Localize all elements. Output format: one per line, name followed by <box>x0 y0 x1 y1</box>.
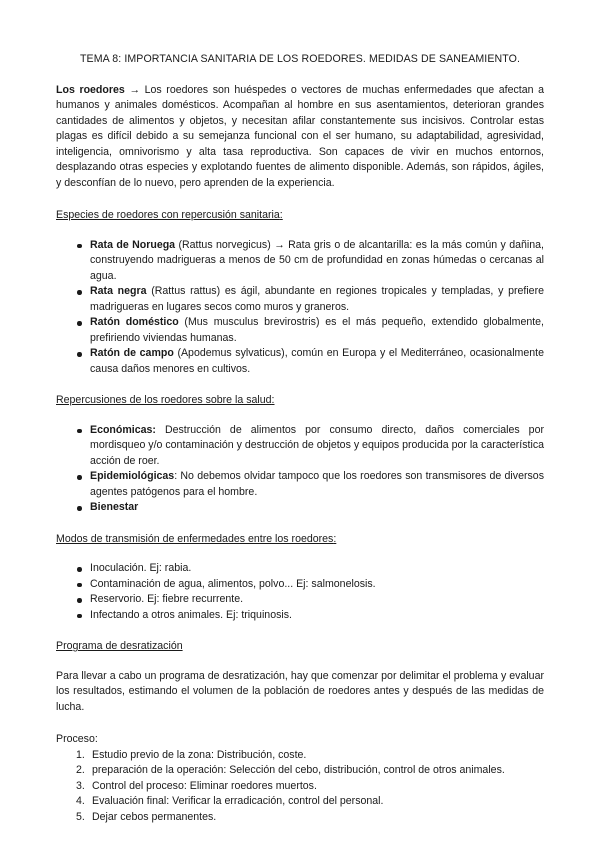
species-heading-colon: : <box>279 209 283 221</box>
list-item <box>56 346 544 377</box>
step-number: 5. <box>76 810 85 823</box>
list-item <box>56 810 544 826</box>
step-text: Control del proceso: Eliminar roedores muertos. <box>92 779 317 792</box>
species-heading-text: Especies de roedores con repercusión sanitaria <box>56 209 280 221</box>
list-item <box>56 423 544 470</box>
species-list <box>56 238 544 378</box>
process-label: Proceso: <box>56 733 98 745</box>
list-item: Reservorio. Ej: fiebre recurrente. <box>56 592 544 608</box>
list-item <box>56 763 544 779</box>
species-text: (Apodemus sylvaticus), común en Europa y el Mediterráneo, ocasionalmente causa daños menores en cultivos. <box>90 347 544 375</box>
list-item <box>56 469 544 500</box>
program-paragraph: Para llevar a cabo un programa de desratización, hay que comenzar por delimitar el problema y evaluar los resultados, estimando el volumen de la población de roedores antes y después de las medidas de lucha. <box>56 669 544 713</box>
list-item <box>56 779 544 795</box>
intro-text: → Los roedores son huéspedes o vectores de muchas enfermedades que afectan a humanos y animales domésticos. Acompañan al hombre en sus asentamientos, deterioran grandes cantidades de alimentos y objetos, y necesitan afilar constantemente sus incisivos. Controlar estas plagas es difícil debido a su semejanza funcional con el ser humano, su adaptabilidad, agresividad, inteligencia, omnivorismo y alta tasa reproductiva. Son capaces de vivir en muchos entornos, desplazando otras especies y explotando fuentes de alimento disponible. Además, son rápidos, ágiles, y desconfían de lo nuevo, pero aprenden de la experiencia. <box>56 83 544 189</box>
list-item: Contaminación de agua, alimentos, polvo... Ej: salmonelosis. <box>56 577 544 593</box>
species-text: (Rattus rattus) es ágil, abundante en regiones tropicales y templadas, y prefiere madrigueras en lugares secos como muros y graneros. <box>90 285 544 313</box>
species-term: Ratón doméstico <box>90 316 179 328</box>
step-number: 2. <box>76 764 85 776</box>
list-item <box>56 794 544 810</box>
list-item: Infectando a otros animales. Ej: triquinosis. <box>56 608 544 624</box>
step-text: Evaluación final: Verificar la erradicación, control del personal. <box>92 795 384 807</box>
list-item <box>56 238 544 285</box>
process-steps <box>56 748 544 826</box>
list-item <box>56 315 544 346</box>
health-heading-colon: : <box>271 394 275 406</box>
list-item <box>56 284 544 315</box>
species-term: Rata de Noruega <box>90 238 176 251</box>
list-item: Inoculación. Ej: rabia. <box>56 561 544 577</box>
transmission-list <box>56 561 544 623</box>
list-item <box>56 748 544 764</box>
health-list <box>56 423 544 516</box>
step-number: 3. <box>76 779 85 792</box>
health-text: Destrucción de alimentos por consumo directo, daños comerciales por mordisqueo y/o contaminación y destrucción de objetos y equipos producida por la característica acción de roer. <box>90 423 545 467</box>
health-term: Económicas: <box>90 423 156 436</box>
list-item <box>56 500 544 516</box>
species-text: (Rattus norvegicus) → Rata gris o de alcantarilla: es la más común y dañina, construyendo madrigueras a menos de 50 cm de profundidad en zonas húmedas o cercanas al agua. <box>90 238 544 282</box>
document-page <box>56 52 544 825</box>
species-text: (Mus musculus brevirostris) es el más pequeño, extendido globalmente, prefiriendo viviendas humanas. <box>90 316 545 344</box>
intro-paragraph <box>56 83 544 192</box>
step-text: Dejar cebos permanentes. <box>92 810 217 823</box>
health-heading <box>56 393 544 409</box>
step-text: preparación de la operación: Selección del cebo, distribución, control de otros animales. <box>92 764 505 776</box>
species-term: Rata negra <box>90 285 147 297</box>
health-term: Bienestar <box>90 501 139 513</box>
program-heading: Programa de desratización <box>56 640 183 652</box>
health-heading-text: Repercusiones de los roedores sobre la salud <box>56 394 272 406</box>
step-text: Estudio previo de la zona: Distribución, coste. <box>92 748 307 761</box>
transmission-heading-text: Modos de transmisión de enfermedades entre los roedores <box>56 532 334 545</box>
species-term: Ratón de campo <box>90 347 174 359</box>
health-text: : No debemos olvidar tampoco que los roedores son transmisores de diversos agentes patógenos para el hombre. <box>90 470 544 498</box>
transmission-heading <box>56 532 544 548</box>
transmission-heading-colon: : <box>333 532 337 545</box>
step-number: 4. <box>76 795 85 807</box>
species-heading <box>56 208 544 224</box>
health-term: Epidemiológicas <box>90 470 175 482</box>
intro-term: Los roedores <box>56 83 125 96</box>
step-number: 1. <box>76 748 85 761</box>
page-title: TEMA 8: IMPORTANCIA SANITARIA DE LOS ROEDORES. MEDIDAS DE SANEAMIENTO. <box>79 53 521 65</box>
